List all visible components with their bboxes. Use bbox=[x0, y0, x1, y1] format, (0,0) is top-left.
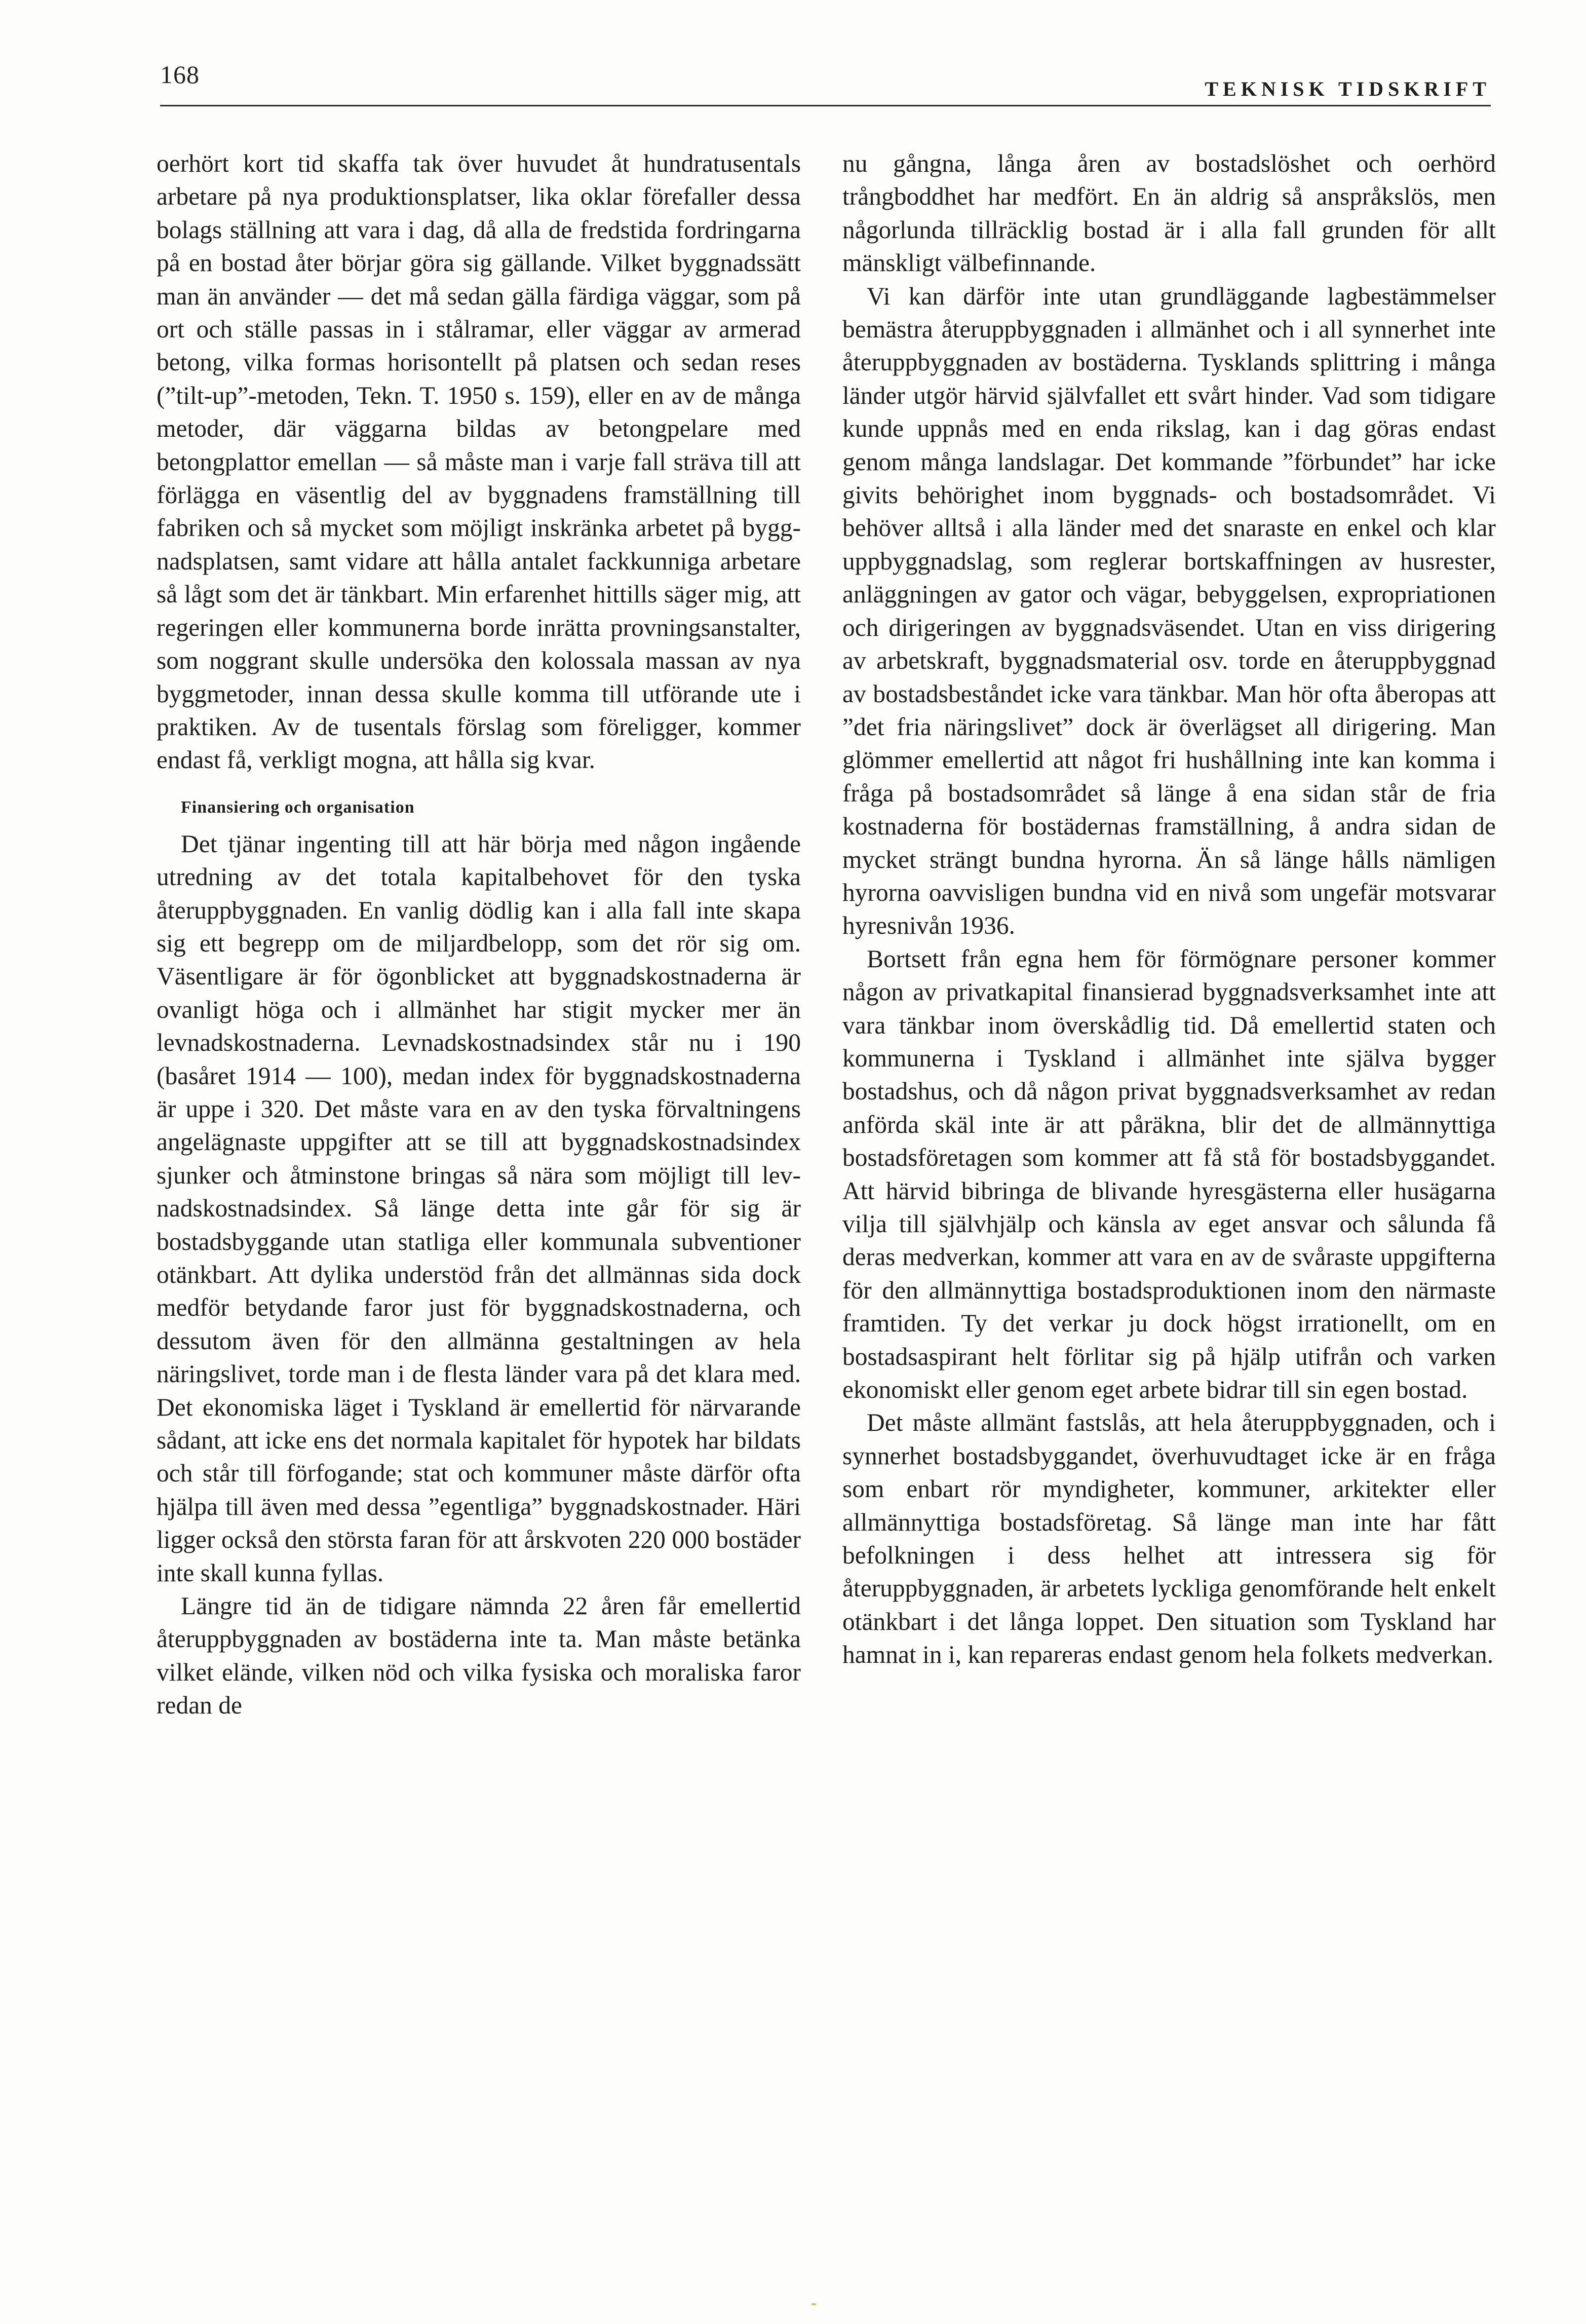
page-number: 168 bbox=[160, 60, 200, 89]
left-paragraph-2: Det tjänar ingenting till att här börja med någon ingående utredning av det totala kapitalbehovet för den tyska återuppbyggnaden. En vanlig dödlig kan i alla fall inte skapa sig ett begrepp om de miljardbelopp, som det rör sig om. Väsentligare är för ögonblicket att byggnadskostnaderna är ovanligt höga och i allmänhet har stigit mycker mer än levnadskostnaderna. Levnadskostnadsindex står nu i 190 (basåret 1914 — 100), medan index för byggnadskostnaderna är uppe i 320. Det måste vara en av den tyska förvaltningens angelägnaste uppgifter att se till att byggnadskostnadsindex sjunker och åtminstone bringas så nära som möjligt till levnadskostnadsindex. Så länge detta inte går för sig är bostadsbyggande utan statliga eller kommunala subventioner otänkbart. Att dylika understöd från det allmännas sida dock medför betydande faror just för byggnadskostnaderna, och dessutom även för den allmänna gestaltningen av hela näringslivet, torde man i de flesta länder vara på det klara med. Det ekonomiska läget i Tyskland är emellertid för närvarande sådant, att icke ens det normala kapitalet för hypotek har bildats och står till förfogande; stat och kommuner måste därför ofta hjälpa till även med dessa ”egentliga” byggnadskostnader. Häri ligger också den största faran för att årskvoten 220 000 bostäder inte skall kunna fyllas. bbox=[157, 829, 801, 1587]
left-paragraph-3: Längre tid än de tidigare nämnda 22 åren får emellertid återuppbyggnaden av bostäderna inte ta. Man måste betänka vilket elände, vilken nöd och vilka fysiska och moraliska faror redan de bbox=[157, 1592, 801, 1720]
right-paragraph-2: Vi kan därför inte utan grundläggande lagbestämmelser bemästra återuppbyggnaden i allmänhet och i all synnerhet inte återuppbyggnaden av bostäderna. Tysklands splittring i många länder utgör härvid självfallet ett svårt hinder. Vad som tidigare kunde uppnås med en enda rikslag, kan i dag göras endast genom många landslagar. Det kommande ”förbundet” har icke givits behörighet inom byggnads- och bostadsområdet. Vi behöver alltså i alla länder med det snaraste en enkel och klar uppbyggnadslag, som reglerar bortskaffningen av husrester, anläggningen av gator och vägar, bebyggelsen, expropriationen och dirigeringen av byggnadsväsendet. Utan en viss dirigering av arbetskraft, byggnadsmaterial osv. torde en återuppbyggnad av bostadsbeståndet icke vara tänkbar. Man hör ofta åberopas att ”det fria näringslivet” dock är överlägset all dirigering. Man glömmer emellertid att något fri hushållning inte kan komma i fråga på bostadsområdet så länge å ena sidan står de fria kostnaderna för bostädernas framställning, å andra sidan de mycket strängt bundna hyrorna. Än så länge hålls nämligen hyrorna oavvisligen bundna vid en nivå som ungefär motsvarar hyresnivån 1936. bbox=[842, 282, 1496, 940]
right-column bbox=[842, 147, 1496, 1671]
print-speck bbox=[811, 2303, 816, 2305]
right-paragraph-3: Bortsett från egna hem för förmögnare personer kommer någon av privatkapital finansierad byggnadsverksamhet inte att vara tänkbar inom överskådlig tid. Då emellertid staten och kommunerna i Tyskland i allmänhet inte själva bygger bostadshus, och då någon privat byggnadsverksamhet av redan anförda skäl inte är att påräkna, blir det de allmännyttiga bostadsföretagen som kommer att få stå för bostadsbyggandet. Att härvid bibringa de blivande hyresgästerna eller husägarna vilja till självhjälp och känsla av eget ansvar och sålunda få deras medverkan, kommer att vara en av de svåraste uppgifterna för den allmännyttiga bostadsproduktionen inom den närmaste framtiden. Ty det verkar ju dock högst irrationellt, om en bostadsaspirant helt förlitar sig på hjälp utifrån och varken ekonomiskt eller genom eget arbete bidrar till sin egen bostad. bbox=[842, 944, 1496, 1404]
header-rule bbox=[160, 105, 1491, 106]
left-paragraph-1: oerhört kort tid skaffa tak över huvudet åt hundratusentals arbetare på nya produktionsplatser, lika oklar förefaller dessa bolags ställning att vara i dag, då alla de fredstida fordringarna på en bostad åter börjar göra sig gällande. Vilket byggnadssätt man än använder — det må sedan gälla färdiga väggar, som på ort och ställe passas in i stålramar, eller väggar av armerad betong, vilka formas horisontellt på platsen och sedan reses (”tilt-up”-metoden, Tekn. T. 1950 s. 159), eller en av de många metoder, där väggarna bildas av betongpelare med betongplattor emellan — så måste man i varje fall sträva till att förlägga en väsentlig del av byggnadens framställning till fabriken och så mycket som möjligt inskränka arbetet på byggnadsplatsen, samt vidare att hålla antalet fackkunniga arbetare så lågt som det är tänkbart. Min erfarenhet hittills säger mig, att regeringen eller kommunerna borde inrätta provningsanstalter, som noggrant skulle undersöka den kolossala massan av nya byggmetoder, innan dessa skulle komma till utförande ute i praktiken. Av de tusentals förslag som föreligger, kommer endast få, verkligt mogna, att hålla sig kvar. bbox=[157, 149, 801, 774]
right-paragraph-1: nu gångna, långa åren av bostadslöshet och oerhörd trångboddhet har medfört. En än aldrig så anspråkslös, men någorlunda tillräcklig bostad är i alla fall grunden för allt mänskligt välbefinnande. bbox=[842, 149, 1496, 277]
section-heading: Finansiering och organisation bbox=[181, 797, 415, 817]
left-column bbox=[157, 147, 801, 1722]
right-paragraph-4: Det måste allmänt fastslås, att hela återuppbyggnaden, och i synnerhet bostadsbyggandet, överhuvudtaget icke är en fråga som enbart rör myndigheter, kommuner, arkitekter eller allmännyttiga bostadsföretag. Så länge man inte har fått befolkningen i dess helhet att intressera sig för återuppbyggnaden, är arbetets lyckliga genomförande helt enkelt otänkbart i det långa loppet. Den situation som Tyskland har hamnat in i, kan repareras endast genom hela folkets medverkan. bbox=[842, 1408, 1496, 1669]
journal-title: TEKNISK TIDSKRIFT bbox=[1205, 78, 1491, 100]
